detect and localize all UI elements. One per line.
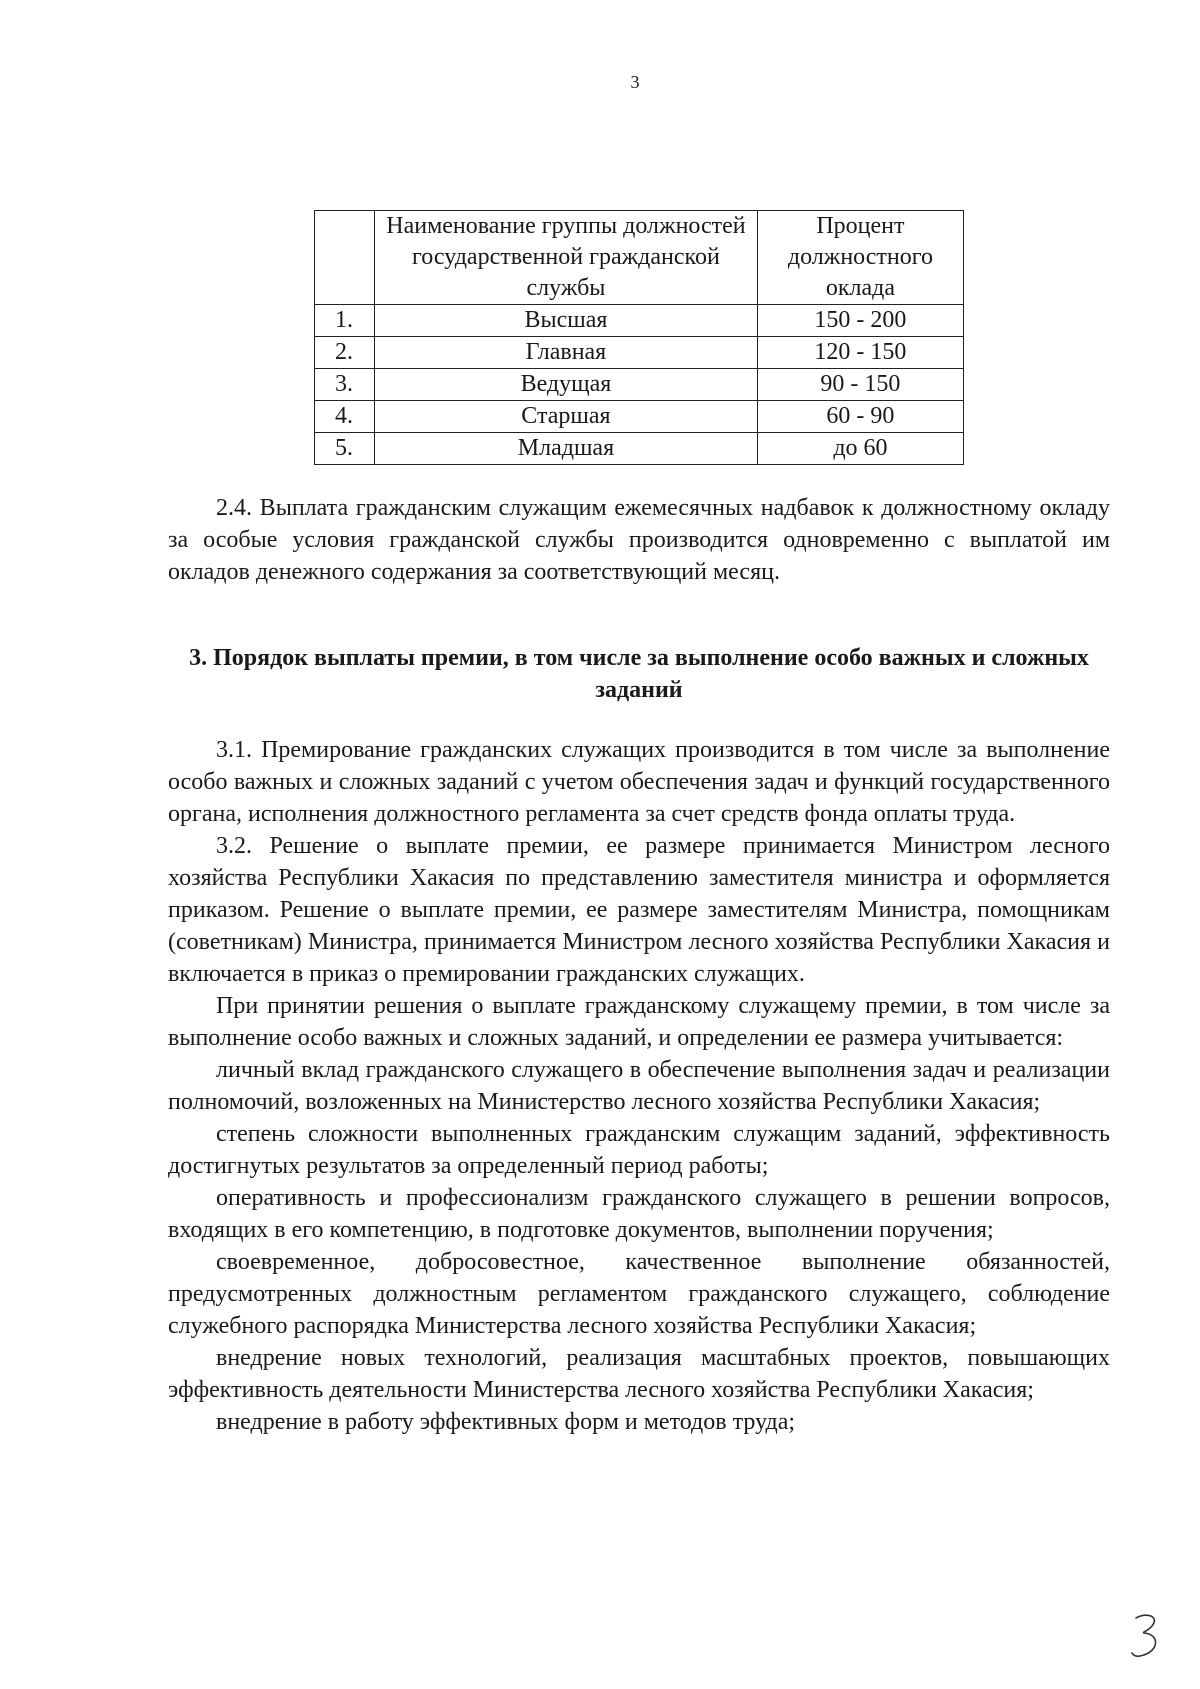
section-3-heading: 3. Порядок выплаты премии, в том числе за выполнение особо важных и сложных заданий: [189, 645, 1089, 703]
list-item: внедрение в работу эффективных форм и методов труда;: [216, 1409, 796, 1435]
list-item: личный вклад гражданского служащего в обеспечение выполнения задач и реализации полномочий, возложенных на Министерство лесного хозяйства Республики Хакасия;: [168, 1057, 1110, 1115]
row-percent: 120 - 150: [757, 337, 963, 369]
paragraph-criteria-intro: При принятии решения о выплате гражданскому служащему премии, в том числе за выполнение особо важных и сложных заданий, и определении ее размера учитывается:: [168, 993, 1110, 1051]
row-percent: до 60: [757, 433, 963, 465]
paragraph-3-1: 3.1. Премирование гражданских служащих производится в том числе за выполнение особо важных и сложных заданий с учетом обеспечения задач и функций государственного органа, исполнения должностного регламента за счет средств фонда оплаты труда.: [168, 737, 1110, 827]
row-group-name: Высшая: [375, 305, 758, 337]
table-row: [315, 369, 964, 401]
page-number: 3: [630, 72, 640, 92]
list-item: внедрение новых технологий, реализация масштабных проектов, повышающих эффективность деятельности Министерства лесного хозяйства Республики Хакасия;: [168, 1345, 1110, 1403]
handwritten-page-mark: [1130, 1612, 1164, 1660]
row-group-name: Младшая: [375, 433, 758, 465]
paragraph-3-2: 3.2. Решение о выплате премии, ее размере принимается Министром лесного хозяйства Республики Хакасия по представлению заместителя министра и оформляется приказом. Решение о выплате премии, ее размере заместителям Министра, помощникам (советникам) Министра, принимается Министром лесного хозяйства Республики Хакасия и включается в приказ о премировании гражданских служащих.: [168, 833, 1110, 987]
table-header-percent: Процент должностного оклада: [757, 211, 963, 305]
table-header-number: [315, 211, 375, 305]
row-group-name: Главная: [375, 337, 758, 369]
table-row: [315, 433, 964, 465]
list-item: своевременное, добросовестное, качественное выполнение обязанностей, предусмотренных должностным регламентом гражданского служащего, соблюдение служебного распорядка Министерства лесного хозяйства Республики Хакасия;: [168, 1249, 1110, 1339]
row-percent: 60 - 90: [757, 401, 963, 433]
row-percent: 90 - 150: [757, 369, 963, 401]
table-row: [315, 337, 964, 369]
row-percent: 150 - 200: [757, 305, 963, 337]
row-number: 1.: [315, 305, 375, 337]
row-number: 2.: [315, 337, 375, 369]
paragraph-2-4-block: [168, 492, 1110, 588]
salary-percentage-table: [314, 210, 964, 465]
list-item: степень сложности выполненных гражданским служащим заданий, эффективность достигнутых результатов за определенный период работы;: [168, 1121, 1110, 1179]
row-number: 3.: [315, 369, 375, 401]
row-number: 4.: [315, 401, 375, 433]
paragraph-2-4: 2.4. Выплата гражданским служащим ежемесячных надбавок к должностному окладу за особые условия гражданской службы производится одновременно с выплатой им окладов денежного содержания за соответствующий месяц.: [168, 495, 1110, 585]
row-group-name: Старшая: [375, 401, 758, 433]
table-header-group-name: Наименование группы должностей государственной гражданской службы: [375, 211, 758, 305]
section-3-body: [168, 734, 1110, 1438]
table-header-row: [315, 211, 964, 305]
table-row: [315, 305, 964, 337]
table-row: [315, 401, 964, 433]
row-number: 5.: [315, 433, 375, 465]
row-group-name: Ведущая: [375, 369, 758, 401]
list-item: оперативность и профессионализм гражданского служащего в решении вопросов, входящих в его компетенцию, в подготовке документов, выполнении поручения;: [168, 1185, 1110, 1243]
